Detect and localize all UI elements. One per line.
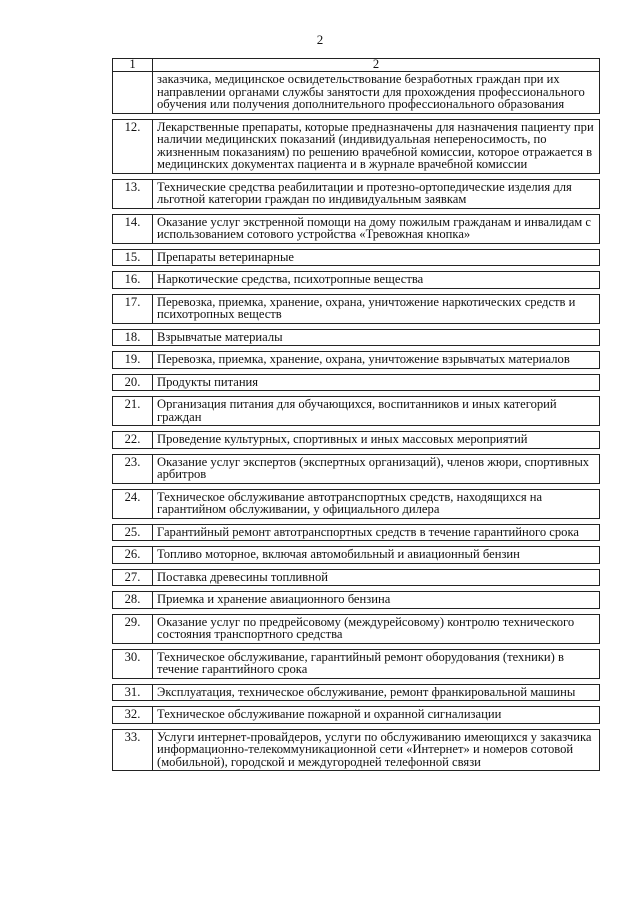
table-row: [113, 294, 600, 323]
table-row: [113, 374, 600, 391]
row-number: 31.: [113, 684, 153, 701]
row-number: 20.: [113, 374, 153, 391]
row-text: Наркотические средства, психотропные вещества: [153, 272, 600, 289]
row-number: 25.: [113, 524, 153, 541]
row-number: 13.: [113, 179, 153, 208]
row-text: Перевозка, приемка, хранение, охрана, уничтожение наркотических средств и психотропных веществ: [153, 294, 600, 323]
row-text: Лекарственные препараты, которые предназначены для назначения пациенту при наличии медицинских показаний (индивидуальная непереносимость, по жизненным показаниям) по решению врачебной комиссии, которое отражается в медицинских документах пациента и в журнале врачебной комиссии: [153, 119, 600, 173]
row-number: 27.: [113, 569, 153, 586]
row-number: 14.: [113, 214, 153, 243]
items-table: [112, 58, 600, 771]
row-number: 30.: [113, 649, 153, 678]
row-text: Перевозка, приемка, хранение, охрана, уничтожение взрывчатых материалов: [153, 352, 600, 369]
row-text: Оказание услуг экстренной помощи на дому пожилым гражданам и инвалидам с использованием сотового устройства «Тревожная кнопка»: [153, 214, 600, 243]
table-row: [113, 707, 600, 724]
table-row: [113, 489, 600, 518]
row-number: 29.: [113, 614, 153, 643]
table-header-row: [113, 59, 600, 72]
page-number: 2: [316, 32, 324, 47]
row-text: Гарантийный ремонт автотранспортных средств в течение гарантийного срока: [153, 524, 600, 541]
row-text: Техническое обслуживание автотранспортных средств, находящихся на гарантийном обслуживании, у официального дилера: [153, 489, 600, 518]
table-row: [113, 214, 600, 243]
table-row: [113, 547, 600, 564]
row-text: Препараты ветеринарные: [153, 249, 600, 266]
row-text: Проведение культурных, спортивных и иных массовых мероприятий: [153, 432, 600, 449]
row-text: Техническое обслуживание пожарной и охранной сигнализации: [153, 707, 600, 724]
table-row: [113, 352, 600, 369]
table-row: [113, 729, 600, 771]
row-text: Техническое обслуживание, гарантийный ремонт оборудования (техники) в течение гарантийного срока: [153, 649, 600, 678]
table-row: [113, 524, 600, 541]
table-row: [113, 432, 600, 449]
table-row: [113, 249, 600, 266]
table-row: [113, 454, 600, 483]
table-row: [113, 272, 600, 289]
row-text: Продукты питания: [153, 374, 600, 391]
row-number: 33.: [113, 729, 153, 771]
row-text: Взрывчатые материалы: [153, 329, 600, 346]
table-row: [113, 649, 600, 678]
column-header-number: 1: [113, 59, 153, 72]
row-number: 18.: [113, 329, 153, 346]
row-text: Организация питания для обучающихся, воспитанников и иных категорий граждан: [153, 397, 600, 426]
table-row-continuation: [113, 72, 600, 114]
table-row: [113, 614, 600, 643]
table-row: [113, 119, 600, 173]
row-number: 22.: [113, 432, 153, 449]
table-row: [113, 569, 600, 586]
table-row: [113, 684, 600, 701]
row-number: 17.: [113, 294, 153, 323]
row-text: Эксплуатация, техническое обслуживание, ремонт франкировальной машины: [153, 684, 600, 701]
row-text: Приемка и хранение авиационного бензина: [153, 592, 600, 609]
table-row: [113, 329, 600, 346]
row-number: 16.: [113, 272, 153, 289]
row-number: 32.: [113, 707, 153, 724]
table-row: [113, 592, 600, 609]
row-number: 12.: [113, 119, 153, 173]
row-text: Оказание услуг экспертов (экспертных организаций), членов жюри, спортивных арбитров: [153, 454, 600, 483]
row-number: 23.: [113, 454, 153, 483]
row-number: 26.: [113, 547, 153, 564]
table-row: [113, 179, 600, 208]
row-number: 28.: [113, 592, 153, 609]
table-row: [113, 397, 600, 426]
row-number: 21.: [113, 397, 153, 426]
row-text: Поставка древесины топливной: [153, 569, 600, 586]
row-number: 24.: [113, 489, 153, 518]
row-text: Оказание услуг по предрейсовому (междурейсовому) контролю технического состояния транспортного средства: [153, 614, 600, 643]
row-number: 15.: [113, 249, 153, 266]
column-header-description: 2: [153, 59, 600, 72]
row-number-empty: [113, 72, 153, 114]
row-text: заказчика, медицинское освидетельствование безработных граждан при их направлении органами службы занятости для прохождения профессионального обучения или получения дополнительного профессионального образования: [153, 72, 600, 114]
row-number: 19.: [113, 352, 153, 369]
row-text: Топливо моторное, включая автомобильный и авиационный бензин: [153, 547, 600, 564]
row-text: Услуги интернет-провайдеров, услуги по обслуживанию имеющихся у заказчика информационно-телекоммуникационной сети «Интернет» и номеров сотовой (мобильной), городской и междугородней телефонной связи: [153, 729, 600, 771]
row-text: Технические средства реабилитации и протезно-ортопедические изделия для льготной категории граждан по индивидуальным заявкам: [153, 179, 600, 208]
